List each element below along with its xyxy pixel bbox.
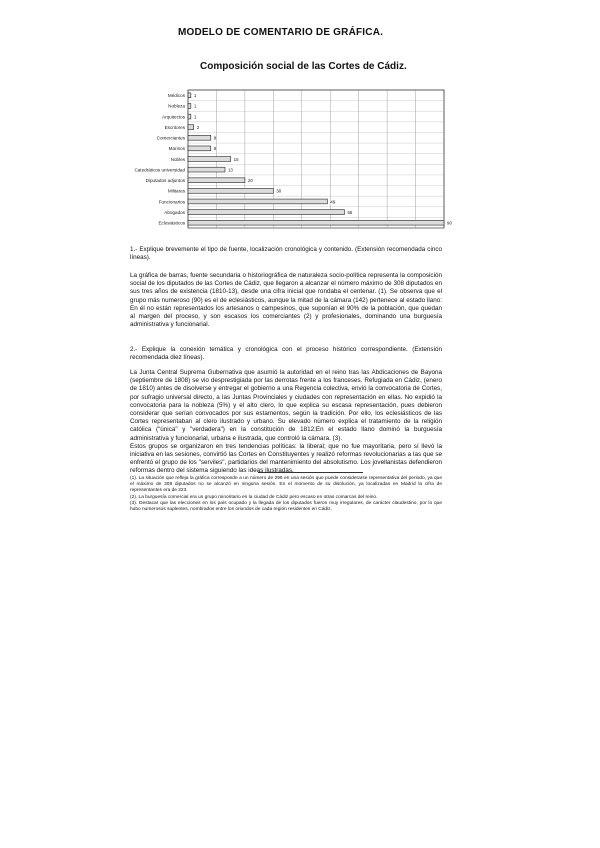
bar: [188, 220, 444, 225]
footnote-divider: [258, 472, 363, 473]
data-label: 2: [196, 124, 200, 130]
data-label: 90: [447, 220, 452, 226]
page-title: MODELO DE COMENTARIO DE GRÁFICA.: [178, 27, 384, 38]
category-label: Médicos: [167, 93, 185, 99]
data-label: 15: [233, 156, 239, 162]
category-label: Eclesiásticos: [158, 220, 185, 226]
answer-2-paragraph-2: Estos grupos se organizaron en tres tendencias políticas: la liberal; que no fue mayoritaria, pero sí llevó la iniciativa en las sesiones, convirtió las Cortes en Constituyentes y realizó reformas revolucionarias a las que se enfrentó el grupo de los "serviles", partidarios del mantenimiento del absolutismo. Los jovellanistas defendieron reformas dentro del sistema siguiendo las ideas ilustradas.: [130, 442, 442, 475]
category-label: Nobles: [170, 156, 185, 162]
category-label: Arquitectos: [162, 114, 185, 120]
bar: [188, 104, 191, 109]
footnote-2: (2). La burguesía comercial era un grupo minoritario en la ciudad de Cádiz pero escaso en otras comarcas del reino.: [130, 494, 378, 500]
data-label: 49: [330, 199, 336, 205]
bar: [188, 199, 327, 204]
question-1: 1.- Explique brevemente el tipo de fuente, localización cronológica y contenido. (Extensión recomendada cinco líneas).: [130, 246, 442, 262]
answer-2: [130, 369, 442, 476]
data-label: 13: [227, 167, 233, 173]
category-label: Diputados adjuntos: [145, 178, 185, 184]
data-label: 55: [347, 209, 353, 215]
bar: [188, 125, 194, 130]
data-label: 1: [193, 103, 197, 109]
question-2: 2.- Explique la conexión temática y cronológica con el proceso histórico correspondiente. (Extensión recomendada diez líneas).: [130, 346, 442, 362]
bar-chart-svg: [118, 84, 450, 232]
bar: [188, 157, 231, 162]
category-label: Funcionarios: [158, 199, 185, 205]
bar: [188, 146, 211, 151]
category-label: Militares: [167, 188, 185, 194]
bar: [188, 93, 191, 98]
answer-1: La gráfica de barras, fuente secundaria o historiográfica de naturaleza socio-política representa la composición social de los diputados de las Cortes de Cádiz, que llegaron a alcanzar el número máximo de 308 diputados en sus tres años de existencia (1810-13), desde una cifra inicial que rondaba el centenar. (1). Se observa que el grupo más numeroso (90) es el de eclesiásticos, aunque la mitad de la cámara (142) pertenece al estado llano: En él no están representados los artesanos o campesinos, que suponían el 90% de la población, que quedan al margen del proceso, y son escasos los comerciantes (2) y profesionales, dominando una burguesía administrativa y funcionarial.: [130, 272, 442, 329]
category-label: Marinos: [168, 146, 185, 152]
chart-heading: Composición social de las Cortes de Cádiz.: [200, 61, 407, 72]
footnote-1: (1). La situación que refleja la gráfica corresponde a un número de 296 en una sesión que puede considerarse representativa del periodo, ya que el máximo de 308 diputados no se alcanzó en ninguna sesión. En el momento de su disolución, ya localizadas en Madrid la cifra de representantes era de 223.: [130, 476, 442, 494]
data-label: 20: [247, 178, 253, 184]
bar: [188, 167, 225, 172]
category-label: Abogados: [164, 209, 185, 215]
category-label: Nobleza: [168, 103, 185, 109]
bar-chart: [118, 84, 450, 232]
footnotes: [130, 476, 442, 513]
bar: [188, 178, 245, 183]
answer-2-paragraph-1: La Junta Central Suprema Gubernativa que asumió la autoridad en el reino tras las Abdicaciones de Bayona (septiembre de 1808) se vio desprestigiada por las derrotas frente a los franceses. Refugiada en Cádiz, (enero de 1810) antes de disolverse y entregar el gobierno a una Regencia colectiva, envió la convocatoria de Cortes, por sufragio universal directo, a las Juntas Provinciales y ciudades con representación en ellas. No expidió la convocatoria para la nobleza (5%) y el alto clero, lo que explica su escasa representación, pues debieron considerar que serían convocados por sus estamentos, según la tradición. Por ello, los eclesiásticos de las Cortes representaban al clero ilustrado y urbano. Su elevado número explica el tratamiento de la religión católica ("única" y "verdadera") en la constitución de 1812;En el estado llano dominó la burguesía administrativa y funcionarial, urbana e ilustrada, que controló la cámara. (3).: [130, 369, 442, 442]
data-label: 30: [276, 188, 282, 194]
data-label: 1: [193, 114, 197, 120]
footnote-3: (3). Destacar que las elecciones en los país ocupado y la llegada de los diputados fueron muy irregulares, de carácter claudestino, por lo que hubo numerosos suplentes, nombrados entre los oriundos de cada región residentes en Cádiz.: [130, 500, 442, 513]
category-label: Escritores: [164, 124, 185, 130]
bar: [188, 210, 344, 215]
bar: [188, 188, 273, 193]
data-label: 8: [213, 146, 217, 152]
category-label: Comerciantes: [156, 135, 185, 141]
data-label: 1: [193, 93, 197, 99]
bar: [188, 135, 211, 140]
category-label: Catedráticos universidad: [134, 167, 185, 173]
bar: [188, 114, 191, 119]
data-label: 8: [213, 135, 217, 141]
